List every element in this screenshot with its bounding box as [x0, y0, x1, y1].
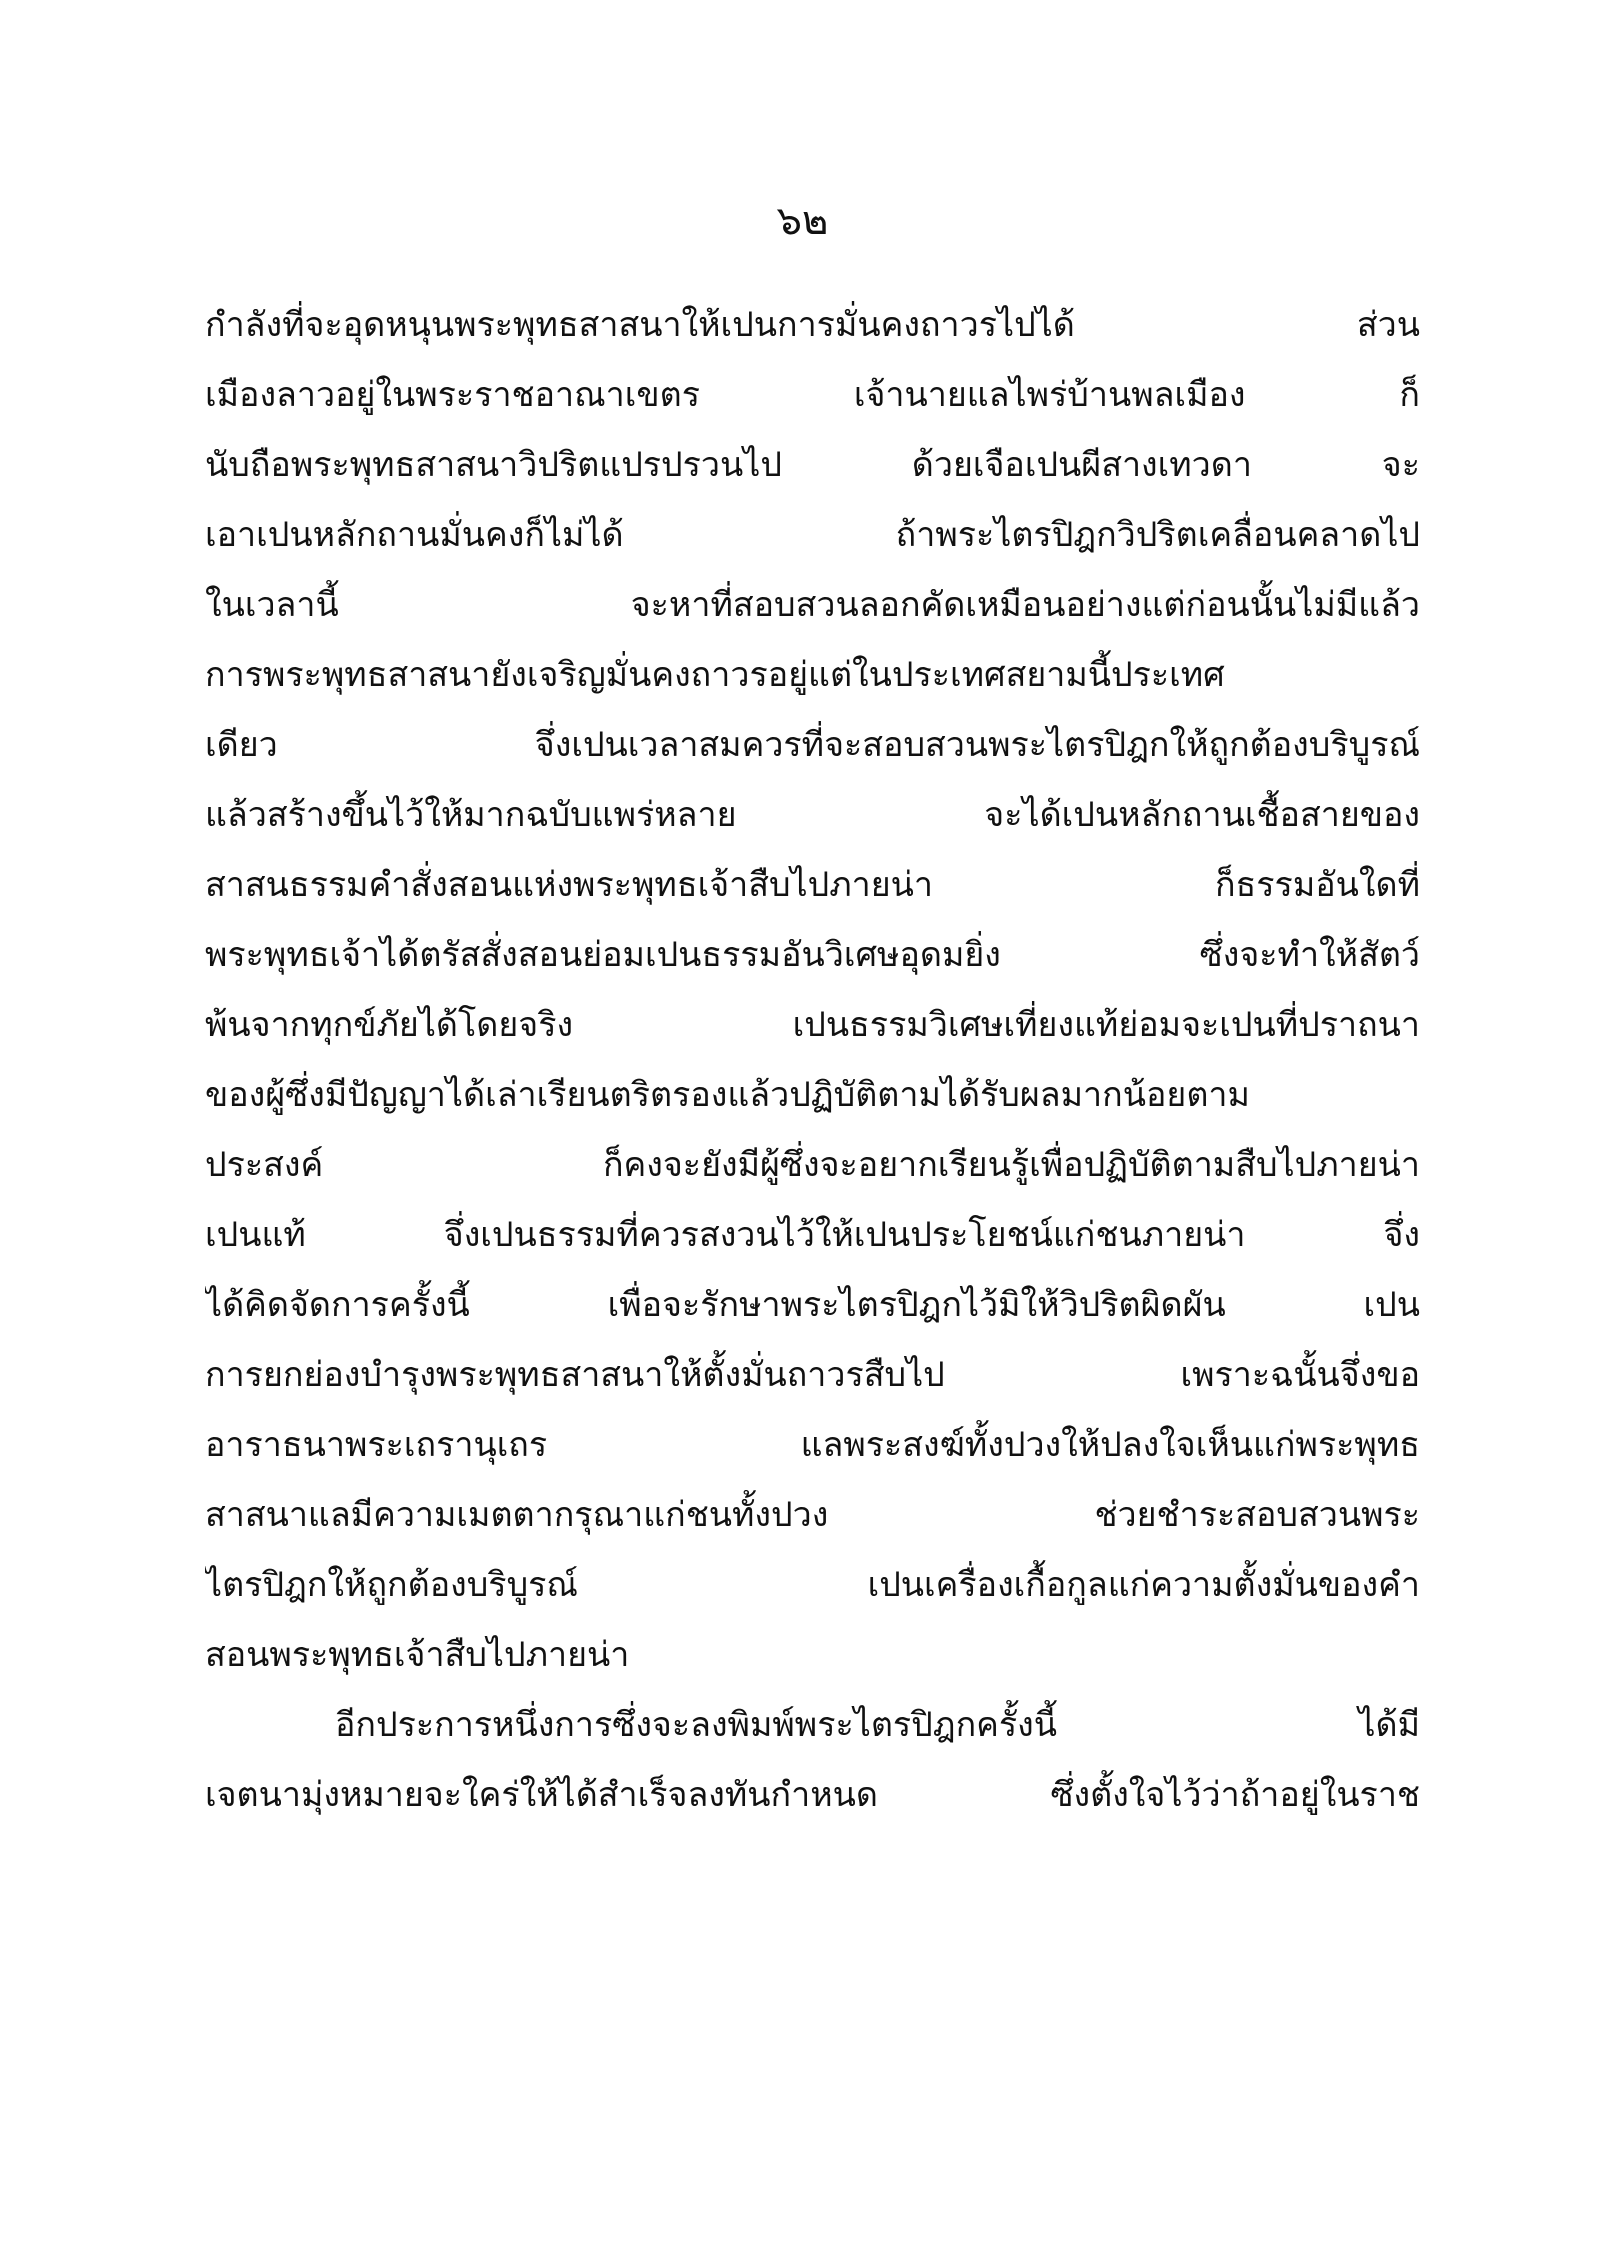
text-line: ประสงค์ ก็คงจะยังมีผู้ซึ่งจะอยากเรียนรู้เพื่อปฏิบัติตามสืบไปภายน่า: [205, 1145, 1420, 1185]
text-line: ได้คิดจัดการครั้งนี้ เพื่อจะรักษาพระไตรปิฎกไว้มิให้วิปริตผิดผัน เปน: [205, 1285, 1420, 1325]
text-line: เอาเปนหลักถานมั่นคงก็ไม่ได้ ถ้าพระไตรปิฎกวิปริตเคลื่อนคลาดไป: [205, 515, 1420, 555]
text-line: อาราธนาพระเถรานุเถร แลพระสงฆ์ทั้งปวงให้ปลงใจเห็นแก่พระพุทธ: [205, 1425, 1420, 1465]
text-line: กำลังที่จะอุดหนุนพระพุทธสาสนาให้เปนการมั่นคงถาวรไปได้ ส่วน: [205, 305, 1420, 345]
text-line: เมืองลาวอยู่ในพระราชอาณาเขตร เจ้านายแลไพร่บ้านพลเมือง ก็: [205, 375, 1420, 415]
body-text: [205, 290, 1420, 1830]
text-line: ไตรปิฎกให้ถูกต้องบริบูรณ์ เปนเครื่องเกื้อกูลแก่ความตั้งมั่นของคำ: [205, 1565, 1420, 1605]
text-line: ของผู้ซึ่งมีปัญญาได้เล่าเรียนตริตรองแล้วปฏิบัติตามได้รับผลมากน้อยตาม: [205, 1075, 1250, 1115]
text-line: สาสนธรรมคำสั่งสอนแห่งพระพุทธเจ้าสืบไปภายน่า ก็ธรรมอันใดที่: [205, 865, 1420, 905]
page-number: ๖๒: [776, 198, 829, 244]
text-line: การยกย่องบำรุงพระพุทธสาสนาให้ตั้งมั่นถาวรสืบไป เพราะฉนั้นจึ่งขอ: [205, 1355, 1420, 1395]
text-line: แล้วสร้างขึ้นไว้ให้มากฉบับแพร่หลาย จะได้เปนหลักถานเชื้อสายของ: [205, 795, 1420, 835]
paragraph-end-line: สอนพระพุทธเจ้าสืบไปภายน่า: [205, 1635, 630, 1675]
text-line: การพระพุทธสาสนายังเจริญมั่นคงถาวรอยู่แต่ในประเทศสยามนี้ประเทศ: [205, 655, 1225, 695]
text-line: พระพุทธเจ้าได้ตรัสสั่งสอนย่อมเปนธรรมอันวิเศษอุดมยิ่ง ซึ่งจะทำให้สัตว์: [205, 935, 1420, 975]
text-line: เจตนามุ่งหมายจะใคร่ให้ได้สำเร็จลงทันกำหนด ซึ่งตั้งใจไว้ว่าถ้าอยู่ในราช: [205, 1775, 1420, 1815]
paragraph-start-line: อีกประการหนึ่งการซึ่งจะลงพิมพ์พระไตรปิฎกครั้งนี้ ได้มี: [335, 1705, 1420, 1745]
text-line: พ้นจากทุกข์ภัยได้โดยจริง เปนธรรมวิเศษเที่ยงแท้ย่อมจะเปนที่ปราถนา: [205, 1005, 1420, 1045]
text-line: ในเวลานี้ จะหาที่สอบสวนลอกคัดเหมือนอย่างแต่ก่อนนั้นไม่มีแล้ว: [205, 585, 1420, 625]
text-line: สาสนาแลมีความเมตตากรุณาแก่ชนทั้งปวง ช่วยชำระสอบสวนพระ: [205, 1495, 1420, 1535]
text-line: นับถือพระพุทธสาสนาวิปริตแปรปรวนไป ด้วยเจือเปนผีสางเทวดา จะ: [205, 445, 1420, 485]
text-line: เดียว จึ่งเปนเวลาสมควรที่จะสอบสวนพระไตรปิฎกให้ถูกต้องบริบูรณ์: [205, 725, 1420, 765]
text-line: เปนแท้ จึ่งเปนธรรมที่ควรสงวนไว้ให้เปนประโยชน์แก่ชนภายน่า จึ่ง: [205, 1215, 1420, 1255]
